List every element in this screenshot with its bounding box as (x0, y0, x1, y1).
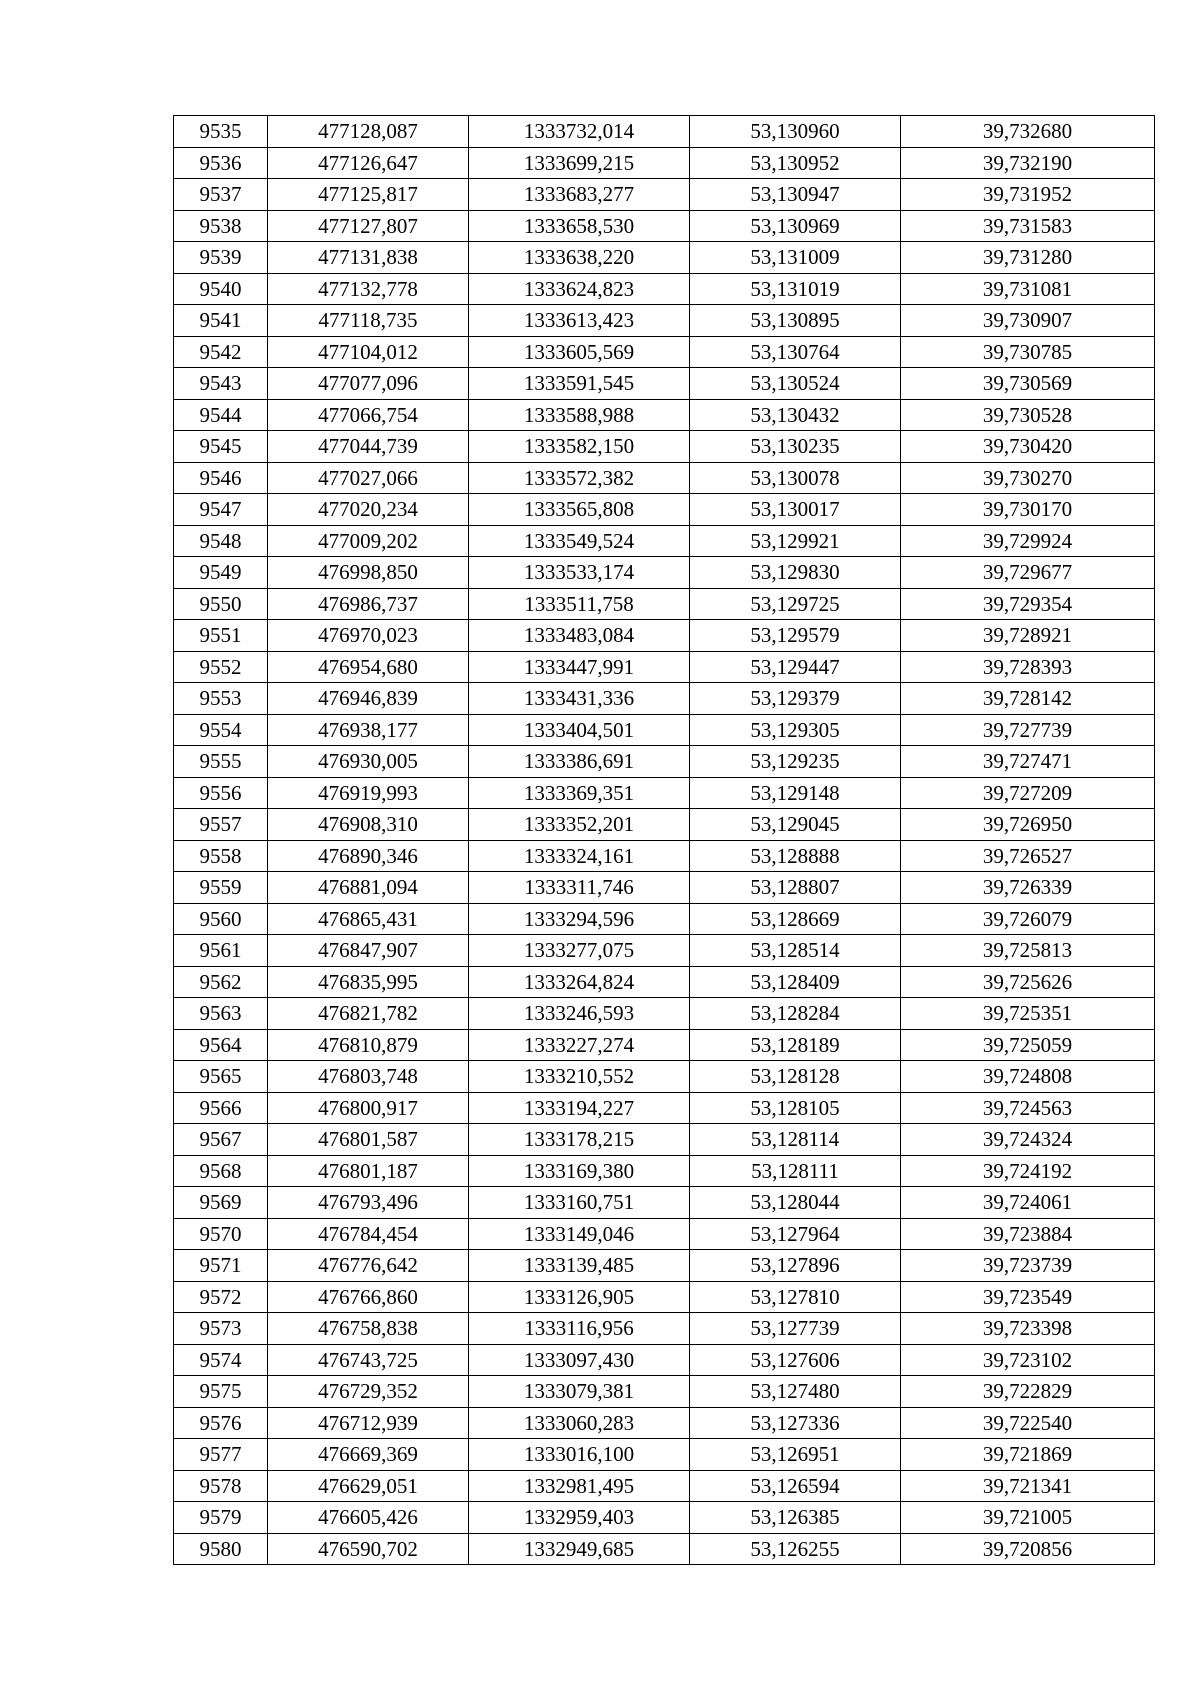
y-coordinate-cell: 1333605,569 (469, 336, 690, 368)
x-coordinate-cell: 476801,187 (268, 1155, 469, 1187)
table-row (174, 336, 1155, 368)
table-row (174, 1344, 1155, 1376)
y-coordinate-cell: 1332981,495 (469, 1470, 690, 1502)
longitude-cell: 39,721869 (901, 1439, 1155, 1471)
x-coordinate-cell: 476946,839 (268, 683, 469, 715)
point-number-cell: 9558 (174, 840, 268, 872)
longitude-cell: 39,724808 (901, 1061, 1155, 1093)
y-coordinate-cell: 1332959,403 (469, 1502, 690, 1534)
latitude-cell: 53,127336 (690, 1407, 901, 1439)
point-number-cell: 9567 (174, 1124, 268, 1156)
latitude-cell: 53,129921 (690, 525, 901, 557)
x-coordinate-cell: 476835,995 (268, 966, 469, 998)
y-coordinate-cell: 1333178,215 (469, 1124, 690, 1156)
point-number-cell: 9574 (174, 1344, 268, 1376)
y-coordinate-cell: 1333264,824 (469, 966, 690, 998)
x-coordinate-cell: 477066,754 (268, 399, 469, 431)
longitude-cell: 39,723398 (901, 1313, 1155, 1345)
longitude-cell: 39,724563 (901, 1092, 1155, 1124)
x-coordinate-cell: 476784,454 (268, 1218, 469, 1250)
point-number-cell: 9537 (174, 179, 268, 211)
longitude-cell: 39,720856 (901, 1533, 1155, 1565)
latitude-cell: 53,130764 (690, 336, 901, 368)
x-coordinate-cell: 477009,202 (268, 525, 469, 557)
point-number-cell: 9545 (174, 431, 268, 463)
y-coordinate-cell: 1333210,552 (469, 1061, 690, 1093)
longitude-cell: 39,728921 (901, 620, 1155, 652)
table-row (174, 1061, 1155, 1093)
y-coordinate-cell: 1333352,201 (469, 809, 690, 841)
table-row (174, 840, 1155, 872)
table-row (174, 746, 1155, 778)
x-coordinate-cell: 476998,850 (268, 557, 469, 589)
point-number-cell: 9557 (174, 809, 268, 841)
y-coordinate-cell: 1332949,685 (469, 1533, 690, 1565)
longitude-cell: 39,732680 (901, 116, 1155, 148)
point-number-cell: 9565 (174, 1061, 268, 1093)
latitude-cell: 53,130235 (690, 431, 901, 463)
y-coordinate-cell: 1333624,823 (469, 273, 690, 305)
point-number-cell: 9540 (174, 273, 268, 305)
latitude-cell: 53,127606 (690, 1344, 901, 1376)
y-coordinate-cell: 1333016,100 (469, 1439, 690, 1471)
table-row (174, 1502, 1155, 1534)
x-coordinate-cell: 476766,860 (268, 1281, 469, 1313)
point-number-cell: 9547 (174, 494, 268, 526)
x-coordinate-cell: 477020,234 (268, 494, 469, 526)
table-row (174, 1187, 1155, 1219)
latitude-cell: 53,130017 (690, 494, 901, 526)
x-coordinate-cell: 477128,087 (268, 116, 469, 148)
longitude-cell: 39,729354 (901, 588, 1155, 620)
x-coordinate-cell: 477118,735 (268, 305, 469, 337)
longitude-cell: 39,724061 (901, 1187, 1155, 1219)
y-coordinate-cell: 1333565,808 (469, 494, 690, 526)
latitude-cell: 53,126255 (690, 1533, 901, 1565)
table-row (174, 525, 1155, 557)
latitude-cell: 53,130895 (690, 305, 901, 337)
x-coordinate-cell: 476758,838 (268, 1313, 469, 1345)
x-coordinate-cell: 476821,782 (268, 998, 469, 1030)
latitude-cell: 53,128409 (690, 966, 901, 998)
latitude-cell: 53,129045 (690, 809, 901, 841)
y-coordinate-cell: 1333227,274 (469, 1029, 690, 1061)
y-coordinate-cell: 1333116,956 (469, 1313, 690, 1345)
table-row (174, 1533, 1155, 1565)
table-row (174, 683, 1155, 715)
latitude-cell: 53,128128 (690, 1061, 901, 1093)
x-coordinate-cell: 476986,737 (268, 588, 469, 620)
y-coordinate-cell: 1333139,485 (469, 1250, 690, 1282)
longitude-cell: 39,730528 (901, 399, 1155, 431)
x-coordinate-cell: 476590,702 (268, 1533, 469, 1565)
latitude-cell: 53,128514 (690, 935, 901, 967)
y-coordinate-cell: 1333699,215 (469, 147, 690, 179)
table-row (174, 368, 1155, 400)
longitude-cell: 39,721341 (901, 1470, 1155, 1502)
y-coordinate-cell: 1333097,430 (469, 1344, 690, 1376)
longitude-cell: 39,729924 (901, 525, 1155, 557)
table-row (174, 305, 1155, 337)
longitude-cell: 39,727209 (901, 777, 1155, 809)
x-coordinate-cell: 476954,680 (268, 651, 469, 683)
table-row (174, 588, 1155, 620)
table-row (174, 998, 1155, 1030)
point-number-cell: 9546 (174, 462, 268, 494)
point-number-cell: 9576 (174, 1407, 268, 1439)
longitude-cell: 39,725626 (901, 966, 1155, 998)
x-coordinate-cell: 476803,748 (268, 1061, 469, 1093)
y-coordinate-cell: 1333369,351 (469, 777, 690, 809)
point-number-cell: 9570 (174, 1218, 268, 1250)
table-row (174, 1092, 1155, 1124)
point-number-cell: 9538 (174, 210, 268, 242)
x-coordinate-cell: 476712,939 (268, 1407, 469, 1439)
latitude-cell: 53,128284 (690, 998, 901, 1030)
longitude-cell: 39,723739 (901, 1250, 1155, 1282)
x-coordinate-cell: 476729,352 (268, 1376, 469, 1408)
point-number-cell: 9550 (174, 588, 268, 620)
point-number-cell: 9571 (174, 1250, 268, 1282)
point-number-cell: 9554 (174, 714, 268, 746)
y-coordinate-cell: 1333591,545 (469, 368, 690, 400)
table-row (174, 903, 1155, 935)
latitude-cell: 53,127480 (690, 1376, 901, 1408)
latitude-cell: 53,129830 (690, 557, 901, 589)
point-number-cell: 9559 (174, 872, 268, 904)
x-coordinate-cell: 476908,310 (268, 809, 469, 841)
point-number-cell: 9562 (174, 966, 268, 998)
latitude-cell: 53,128114 (690, 1124, 901, 1156)
table-row (174, 116, 1155, 148)
latitude-cell: 53,130947 (690, 179, 901, 211)
longitude-cell: 39,721005 (901, 1502, 1155, 1534)
longitude-cell: 39,730270 (901, 462, 1155, 494)
table-row (174, 462, 1155, 494)
latitude-cell: 53,128111 (690, 1155, 901, 1187)
table-row (174, 1155, 1155, 1187)
x-coordinate-cell: 476930,005 (268, 746, 469, 778)
table-row (174, 1029, 1155, 1061)
table-row (174, 399, 1155, 431)
point-number-cell: 9577 (174, 1439, 268, 1471)
latitude-cell: 53,131009 (690, 242, 901, 274)
longitude-cell: 39,731081 (901, 273, 1155, 305)
x-coordinate-cell: 476793,496 (268, 1187, 469, 1219)
latitude-cell: 53,126951 (690, 1439, 901, 1471)
longitude-cell: 39,727739 (901, 714, 1155, 746)
x-coordinate-cell: 477077,096 (268, 368, 469, 400)
y-coordinate-cell: 1333169,380 (469, 1155, 690, 1187)
point-number-cell: 9563 (174, 998, 268, 1030)
y-coordinate-cell: 1333431,336 (469, 683, 690, 715)
y-coordinate-cell: 1333638,220 (469, 242, 690, 274)
x-coordinate-cell: 476865,431 (268, 903, 469, 935)
longitude-cell: 39,728393 (901, 651, 1155, 683)
point-number-cell: 9553 (174, 683, 268, 715)
y-coordinate-cell: 1333060,283 (469, 1407, 690, 1439)
y-coordinate-cell: 1333511,758 (469, 588, 690, 620)
longitude-cell: 39,725813 (901, 935, 1155, 967)
longitude-cell: 39,730785 (901, 336, 1155, 368)
latitude-cell: 53,127896 (690, 1250, 901, 1282)
x-coordinate-cell: 477132,778 (268, 273, 469, 305)
y-coordinate-cell: 1333613,423 (469, 305, 690, 337)
coordinates-table-body (174, 116, 1155, 1565)
longitude-cell: 39,722540 (901, 1407, 1155, 1439)
latitude-cell: 53,126385 (690, 1502, 901, 1534)
point-number-cell: 9542 (174, 336, 268, 368)
longitude-cell: 39,724324 (901, 1124, 1155, 1156)
x-coordinate-cell: 476919,993 (268, 777, 469, 809)
table-row (174, 1124, 1155, 1156)
latitude-cell: 53,129379 (690, 683, 901, 715)
point-number-cell: 9551 (174, 620, 268, 652)
point-number-cell: 9580 (174, 1533, 268, 1565)
x-coordinate-cell: 476743,725 (268, 1344, 469, 1376)
y-coordinate-cell: 1333658,530 (469, 210, 690, 242)
y-coordinate-cell: 1333294,596 (469, 903, 690, 935)
latitude-cell: 53,129148 (690, 777, 901, 809)
point-number-cell: 9543 (174, 368, 268, 400)
point-number-cell: 9544 (174, 399, 268, 431)
latitude-cell: 53,129235 (690, 746, 901, 778)
latitude-cell: 53,128189 (690, 1029, 901, 1061)
table-row (174, 179, 1155, 211)
x-coordinate-cell: 476970,023 (268, 620, 469, 652)
point-number-cell: 9535 (174, 116, 268, 148)
point-number-cell: 9539 (174, 242, 268, 274)
longitude-cell: 39,723884 (901, 1218, 1155, 1250)
latitude-cell: 53,131019 (690, 273, 901, 305)
point-number-cell: 9548 (174, 525, 268, 557)
longitude-cell: 39,726079 (901, 903, 1155, 935)
table-row (174, 1470, 1155, 1502)
table-row (174, 242, 1155, 274)
y-coordinate-cell: 1333588,988 (469, 399, 690, 431)
x-coordinate-cell: 477131,838 (268, 242, 469, 274)
longitude-cell: 39,725351 (901, 998, 1155, 1030)
x-coordinate-cell: 476629,051 (268, 1470, 469, 1502)
longitude-cell: 39,730170 (901, 494, 1155, 526)
y-coordinate-cell: 1333277,075 (469, 935, 690, 967)
latitude-cell: 53,128807 (690, 872, 901, 904)
longitude-cell: 39,731280 (901, 242, 1155, 274)
y-coordinate-cell: 1333246,593 (469, 998, 690, 1030)
longitude-cell: 39,729677 (901, 557, 1155, 589)
table-row (174, 557, 1155, 589)
latitude-cell: 53,130078 (690, 462, 901, 494)
y-coordinate-cell: 1333732,014 (469, 116, 690, 148)
table-row (174, 966, 1155, 998)
coordinates-table (173, 115, 1155, 1565)
point-number-cell: 9564 (174, 1029, 268, 1061)
table-row (174, 714, 1155, 746)
x-coordinate-cell: 476810,879 (268, 1029, 469, 1061)
x-coordinate-cell: 476881,094 (268, 872, 469, 904)
point-number-cell: 9549 (174, 557, 268, 589)
x-coordinate-cell: 476801,587 (268, 1124, 469, 1156)
latitude-cell: 53,129447 (690, 651, 901, 683)
y-coordinate-cell: 1333079,381 (469, 1376, 690, 1408)
latitude-cell: 53,129725 (690, 588, 901, 620)
latitude-cell: 53,127964 (690, 1218, 901, 1250)
x-coordinate-cell: 476776,642 (268, 1250, 469, 1282)
point-number-cell: 9552 (174, 651, 268, 683)
latitude-cell: 53,130432 (690, 399, 901, 431)
point-number-cell: 9573 (174, 1313, 268, 1345)
longitude-cell: 39,726339 (901, 872, 1155, 904)
x-coordinate-cell: 476669,369 (268, 1439, 469, 1471)
x-coordinate-cell: 477044,739 (268, 431, 469, 463)
x-coordinate-cell: 476938,177 (268, 714, 469, 746)
table-row (174, 935, 1155, 967)
point-number-cell: 9560 (174, 903, 268, 935)
y-coordinate-cell: 1333160,751 (469, 1187, 690, 1219)
point-number-cell: 9541 (174, 305, 268, 337)
table-row (174, 809, 1155, 841)
y-coordinate-cell: 1333324,161 (469, 840, 690, 872)
x-coordinate-cell: 477125,817 (268, 179, 469, 211)
longitude-cell: 39,727471 (901, 746, 1155, 778)
y-coordinate-cell: 1333194,227 (469, 1092, 690, 1124)
table-row (174, 1250, 1155, 1282)
x-coordinate-cell: 476605,426 (268, 1502, 469, 1534)
y-coordinate-cell: 1333549,524 (469, 525, 690, 557)
latitude-cell: 53,129579 (690, 620, 901, 652)
y-coordinate-cell: 1333311,746 (469, 872, 690, 904)
latitude-cell: 53,128044 (690, 1187, 901, 1219)
y-coordinate-cell: 1333386,691 (469, 746, 690, 778)
longitude-cell: 39,730569 (901, 368, 1155, 400)
point-number-cell: 9578 (174, 1470, 268, 1502)
table-row (174, 1439, 1155, 1471)
y-coordinate-cell: 1333126,905 (469, 1281, 690, 1313)
latitude-cell: 53,129305 (690, 714, 901, 746)
table-row (174, 273, 1155, 305)
x-coordinate-cell: 476800,917 (268, 1092, 469, 1124)
point-number-cell: 9555 (174, 746, 268, 778)
y-coordinate-cell: 1333533,174 (469, 557, 690, 589)
longitude-cell: 39,730907 (901, 305, 1155, 337)
latitude-cell: 53,130952 (690, 147, 901, 179)
longitude-cell: 39,723549 (901, 1281, 1155, 1313)
x-coordinate-cell: 477126,647 (268, 147, 469, 179)
table-row (174, 431, 1155, 463)
point-number-cell: 9566 (174, 1092, 268, 1124)
table-row (174, 651, 1155, 683)
longitude-cell: 39,731583 (901, 210, 1155, 242)
y-coordinate-cell: 1333582,150 (469, 431, 690, 463)
x-coordinate-cell: 477104,012 (268, 336, 469, 368)
longitude-cell: 39,726950 (901, 809, 1155, 841)
table-row (174, 1407, 1155, 1439)
table-row (174, 872, 1155, 904)
y-coordinate-cell: 1333404,501 (469, 714, 690, 746)
latitude-cell: 53,126594 (690, 1470, 901, 1502)
point-number-cell: 9575 (174, 1376, 268, 1408)
longitude-cell: 39,731952 (901, 179, 1155, 211)
longitude-cell: 39,723102 (901, 1344, 1155, 1376)
latitude-cell: 53,130524 (690, 368, 901, 400)
latitude-cell: 53,127810 (690, 1281, 901, 1313)
table-row (174, 1313, 1155, 1345)
longitude-cell: 39,722829 (901, 1376, 1155, 1408)
y-coordinate-cell: 1333683,277 (469, 179, 690, 211)
y-coordinate-cell: 1333149,046 (469, 1218, 690, 1250)
y-coordinate-cell: 1333572,382 (469, 462, 690, 494)
point-number-cell: 9568 (174, 1155, 268, 1187)
table-row (174, 210, 1155, 242)
table-row (174, 1376, 1155, 1408)
point-number-cell: 9561 (174, 935, 268, 967)
y-coordinate-cell: 1333447,991 (469, 651, 690, 683)
point-number-cell: 9536 (174, 147, 268, 179)
y-coordinate-cell: 1333483,084 (469, 620, 690, 652)
table-row (174, 494, 1155, 526)
table-row (174, 620, 1155, 652)
x-coordinate-cell: 477127,807 (268, 210, 469, 242)
x-coordinate-cell: 477027,066 (268, 462, 469, 494)
longitude-cell: 39,730420 (901, 431, 1155, 463)
longitude-cell: 39,732190 (901, 147, 1155, 179)
x-coordinate-cell: 476847,907 (268, 935, 469, 967)
latitude-cell: 53,128669 (690, 903, 901, 935)
table-row (174, 1218, 1155, 1250)
longitude-cell: 39,725059 (901, 1029, 1155, 1061)
latitude-cell: 53,130960 (690, 116, 901, 148)
longitude-cell: 39,728142 (901, 683, 1155, 715)
table-row (174, 1281, 1155, 1313)
x-coordinate-cell: 476890,346 (268, 840, 469, 872)
point-number-cell: 9579 (174, 1502, 268, 1534)
point-number-cell: 9569 (174, 1187, 268, 1219)
latitude-cell: 53,128105 (690, 1092, 901, 1124)
longitude-cell: 39,724192 (901, 1155, 1155, 1187)
point-number-cell: 9556 (174, 777, 268, 809)
table-row (174, 777, 1155, 809)
latitude-cell: 53,127739 (690, 1313, 901, 1345)
latitude-cell: 53,128888 (690, 840, 901, 872)
point-number-cell: 9572 (174, 1281, 268, 1313)
longitude-cell: 39,726527 (901, 840, 1155, 872)
table-row (174, 147, 1155, 179)
latitude-cell: 53,130969 (690, 210, 901, 242)
